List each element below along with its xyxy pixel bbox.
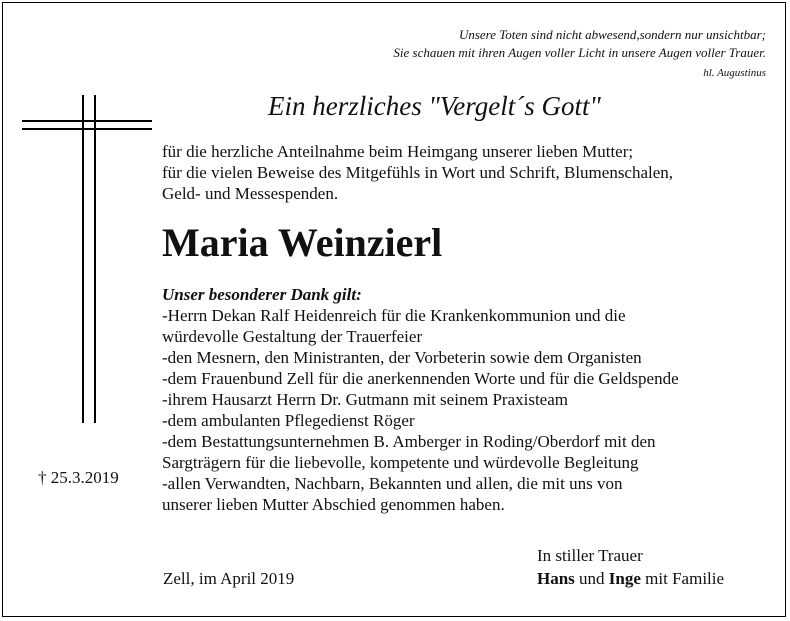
quote-line-1: Unsere Toten sind nicht abwesend,sondern nur unsichtbar; [458, 27, 766, 42]
cross-horizontal-line-top [22, 120, 152, 122]
signature-name-2: Inge [608, 569, 641, 588]
thanks-line: unserer lieben Mutter Abschied genommen haben. [162, 495, 505, 514]
signature-suffix: mit Familie [640, 569, 725, 588]
signature-name-1: Hans [537, 569, 575, 588]
quote-author: hl. Augustinus [703, 67, 766, 79]
death-date: † 25.3.2019 [38, 468, 119, 487]
place-date: Zell, im April 2019 [163, 569, 295, 588]
signature-line: In stiller Trauer [537, 546, 643, 565]
intro-text [162, 141, 673, 204]
thanks-line: -Herrn Dekan Ralf Heidenreich für die Krankenkommunion und die [162, 306, 626, 325]
thanks-line: Sargträgern für die liebevolle, kompetente und würdevolle Begleitung [162, 453, 639, 472]
thanks-line: -allen Verwandten, Nachbarn, Bekannten und allen, die mit uns von [162, 474, 623, 493]
thanks-title: Unser besonderer Dank gilt: [162, 285, 362, 304]
cross-horizontal-line-bottom [22, 128, 152, 130]
thanks-list [162, 305, 679, 515]
heading: Ein herzliches "Vergelt´s Gott" [268, 91, 601, 121]
thanks-line: -dem ambulanten Pflegedienst Röger [162, 411, 415, 430]
thanks-line: -dem Bestattungsunternehmen B. Amberger in Roding/Oberdorf mit den [162, 432, 656, 451]
deceased-name: Maria Weinzierl [162, 220, 443, 265]
signature-and: und [574, 569, 609, 588]
signature-names [537, 568, 724, 589]
intro-line: für die vielen Beweise des Mitgefühls in Wort und Schrift, Blumenschalen, [162, 163, 674, 182]
quote [246, 26, 766, 62]
cross-vertical-line-left [82, 95, 84, 423]
thanks-line: -den Mesnern, den Ministranten, der Vorbeterin sowie dem Organisten [162, 348, 642, 367]
quote-line-2: Sie schauen mit ihren Augen voller Licht in unsere Augen voller Trauer. [393, 45, 766, 60]
intro-line: für die herzliche Anteilnahme beim Heimgang unserer lieben Mutter; [162, 142, 634, 161]
cross-vertical-line-right [94, 95, 96, 423]
thanks-line: würdevolle Gestaltung der Trauerfeier [162, 327, 423, 346]
thanks-line: -dem Frauenbund Zell für die anerkennenden Worte und für die Geldspende [162, 369, 679, 388]
thanks-line: -ihrem Hausarzt Herrn Dr. Gutmann mit seinem Praxisteam [162, 390, 568, 409]
intro-line: Geld- und Messespenden. [162, 184, 339, 203]
